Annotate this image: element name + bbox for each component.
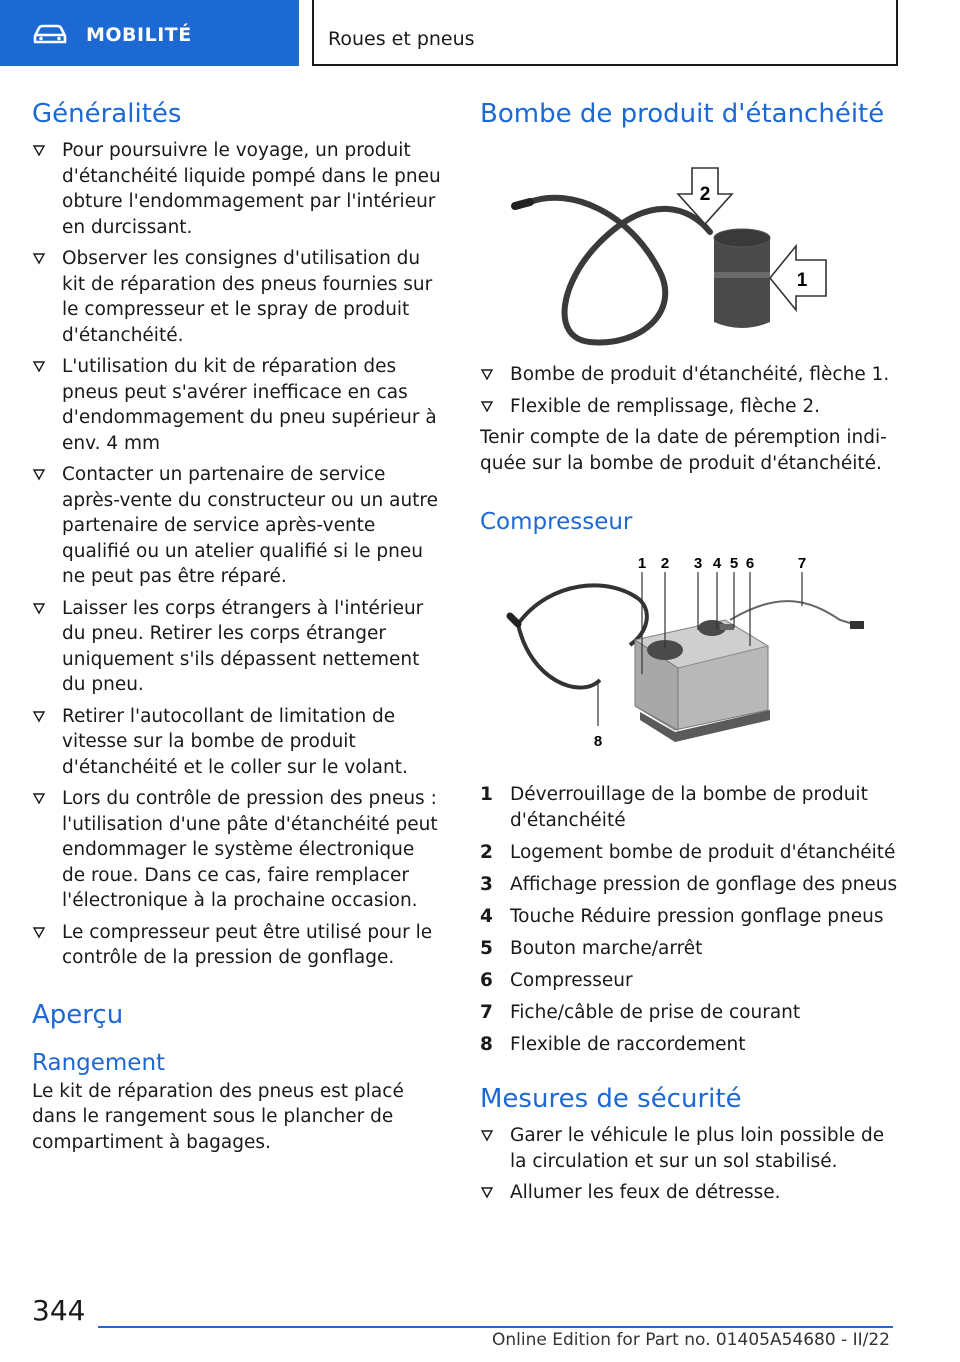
list-item: Contacter un partenaire de service après-vente du constructeur ou un autre partenaire de service après-vente qualifié ou un atelier qualifié si le pneu ne peut pas être réparé. (32, 462, 442, 590)
securite-heading: Mesures de sécurité (480, 1084, 742, 1114)
bombe-list (480, 362, 900, 419)
list-item: Pour poursuivre le voyage, un produit d'étanchéité liquide pompé dans le pneu obture l'endommagement par l'intérieur en durcissant. (32, 138, 442, 240)
list-item: Garer le véhicule le plus loin possible de la circulation et sur un sol stabilisé. (480, 1123, 900, 1174)
figure-label: 7 (797, 555, 807, 572)
figure-label: 5 (729, 555, 739, 572)
section-title: MOBILITÉ (86, 24, 192, 46)
bullet-triangle-icon (32, 920, 46, 945)
legend-item: 3 Affichage pression de gonflage des pneus (480, 873, 898, 895)
apercu-heading: Aperçu (32, 999, 124, 1030)
bullet-triangle-icon (480, 1180, 494, 1205)
bullet-triangle-icon (32, 704, 46, 729)
page-number: 344 (32, 1294, 86, 1327)
figure-label: 1 (796, 270, 808, 291)
right-column (480, 96, 900, 1206)
bullet-triangle-icon (480, 394, 494, 419)
legend-item: 5 Bouton marche/arrêt (480, 937, 703, 959)
list-item: Bombe de produit d'étanchéité, flèche 1. (480, 362, 900, 388)
figure-label: 2 (660, 555, 670, 572)
generalites-heading: Généralités (32, 99, 182, 129)
car-icon (32, 24, 68, 44)
compresseur-legend (480, 782, 900, 1057)
bullet-triangle-icon (32, 786, 46, 811)
bullet-triangle-icon (480, 362, 494, 387)
generalites-list (32, 138, 442, 971)
rangement-heading: Rangement (32, 1049, 166, 1076)
figure-label: 8 (593, 733, 603, 750)
bombe-note: Tenir compte de la date de péremption indiquée sur la bombe de produit d'étanchéité. (480, 427, 887, 474)
figure-label: 1 (637, 555, 647, 572)
rangement-text: Le kit de réparation des pneus est placé dans le rangement sous le plancher de compartiment à bagages. (32, 1080, 404, 1153)
list-item: Le compresseur peut être utilisé pour le contrôle de la pression de gonflage. (32, 920, 442, 971)
list-item: Laisser les corps étrangers à l'intérieur du pneu. Retirer les corps étranger uniquement s'ils dépassent nettement du pneu. (32, 596, 442, 698)
list-item: L'utilisation du kit de réparation des pneus peut s'avérer inefficace en cas d'endommagement du pneu supérieur à env. 4 mm (32, 354, 442, 456)
figure-label: 6 (745, 555, 755, 572)
left-column (32, 96, 442, 1155)
list-item: Retirer l'autocollant de limitation de vitesse sur la bombe de produit d'étanchéité et le coller sur le volant. (32, 704, 442, 781)
bullet-triangle-icon (32, 596, 46, 621)
legend-item: 4 Touche Réduire pression gonflage pneus (480, 905, 884, 927)
bombe-heading: Bombe de produit d'étanchéité (480, 99, 885, 129)
bullet-triangle-icon (480, 1123, 494, 1148)
compresseur-heading: Compresseur (480, 509, 633, 535)
figure-label: 2 (699, 184, 711, 205)
legend-item: 8 Flexible de raccordement (480, 1033, 746, 1055)
figure-label: 4 (712, 555, 722, 572)
list-item: Flexible de remplissage, flèche 2. (480, 394, 900, 420)
bullet-triangle-icon (32, 462, 46, 487)
figure-label: 3 (693, 555, 703, 572)
legend-item: 6 Compresseur (480, 969, 633, 991)
bullet-triangle-icon (32, 354, 46, 379)
securite-list (480, 1123, 900, 1206)
list-item: Allumer les feux de détresse. (480, 1180, 900, 1206)
sealant-bottle-figure (480, 132, 880, 354)
section-header (0, 0, 299, 66)
list-item: Lors du contrôle de pression des pneus : l'utilisation d'une pâte d'étanchéité peut endommager le système électronique de roue. Dans ce cas, faire remplacer l'électronique à la prochaine occasion. (32, 786, 442, 914)
chapter-header (312, 0, 898, 66)
compressor-figure (480, 550, 880, 766)
bullet-triangle-icon (32, 246, 46, 271)
legend-item: 2 Logement bombe de produit d'étanchéité (480, 841, 896, 863)
chapter-title: Roues et pneus (328, 28, 475, 50)
list-item: Observer les consignes d'utilisation du kit de réparation des pneus fournies sur le compresseur et le spray de produit d'étanchéité. (32, 246, 442, 348)
legend-item: 7 Fiche/câble de prise de courant (480, 1001, 801, 1023)
footer-divider (98, 1326, 893, 1328)
footer-edition: Online Edition for Part no. 01405A54680 - II/22 (491, 1330, 890, 1350)
legend-item: 1 Déverrouillage de la bombe de produit d'étanchéité (480, 784, 868, 831)
bullet-triangle-icon (32, 138, 46, 163)
